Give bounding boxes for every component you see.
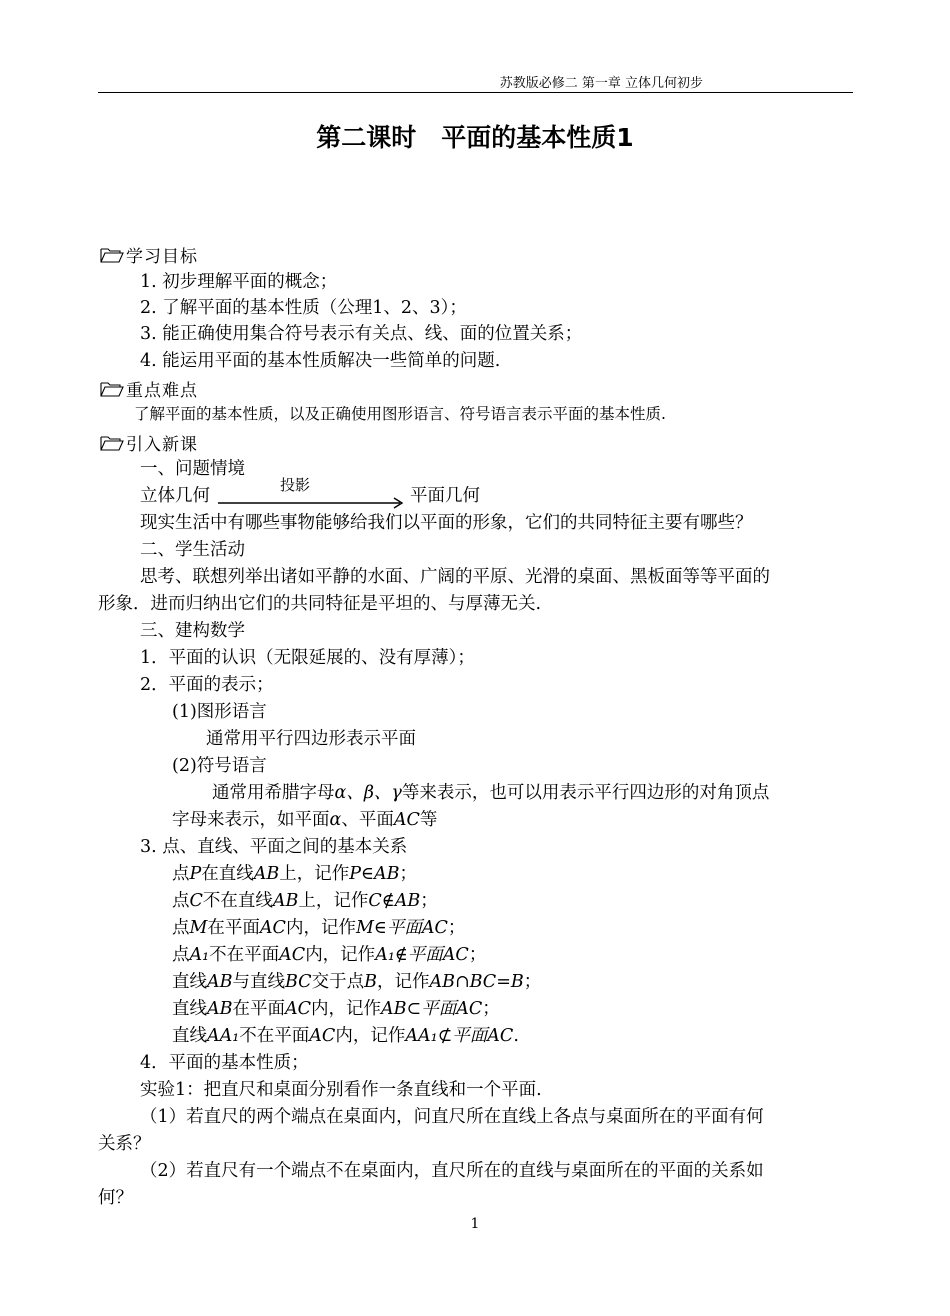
- relation-6: 直线AB在平面AC内，记作AB⊂平面AC；: [172, 999, 500, 1019]
- heading-problem: 一、问题情境: [140, 459, 245, 479]
- section-goals: [100, 242, 198, 267]
- item-3: 3. 点、直线、平面之间的基本关系: [140, 837, 408, 857]
- page-number: 1: [470, 1216, 480, 1232]
- experiment-text: 实验1：把直尺和桌面分别看作一条直线和一个平面.: [140, 1080, 542, 1100]
- section-key-label: 重点难点: [126, 381, 198, 401]
- solid-geometry-label: 立体几何: [140, 486, 210, 506]
- page-title: 第二课时 平面的基本性质1: [316, 123, 634, 152]
- activity-text-2: 形象．进而归纳出它们的共同特征是平坦的、与厚薄无关.: [98, 594, 542, 614]
- folder-icon: [100, 434, 124, 452]
- relation-4: 点A₁不在平面AC内，记作A₁∉平面AC；: [172, 945, 487, 965]
- relation-2: 点C不在直线AB上，记作C∉AB；: [172, 891, 438, 911]
- running-header: [98, 70, 853, 93]
- key-text: 了解平面的基本性质，以及正确使用图形语言、符号语言表示平面的基本性质.: [134, 405, 666, 423]
- section-intro-label: 引入新课: [126, 435, 198, 455]
- heading-construct: 三、建构数学: [140, 621, 245, 641]
- header-text: 苏教版必修二 第一章 立体几何初步: [499, 76, 703, 91]
- relation-5: 直线AB与直线BC交于点B，记作AB∩BC=B；: [172, 972, 542, 992]
- section-goals-label: 学习目标: [126, 247, 198, 267]
- projection-label: 投影: [280, 476, 311, 494]
- relation-1: 点P在直线AB上，记作P∈AB；: [172, 864, 418, 884]
- goal-2: 2. 了解平面的基本性质（公理1、2、3）；: [140, 298, 467, 318]
- item-2b-text-1: 通常用希腊字母α、β、γ等来表示，也可以用表示平行四边形的对角顶点: [212, 783, 770, 803]
- activity-text-1: 思考、联想列举出诸如平静的水面、广阔的平原、光滑的桌面、黑板面等等平面的: [140, 567, 770, 587]
- item-4: 4．平面的基本性质；: [140, 1053, 309, 1073]
- item-2: 2．平面的表示；: [140, 675, 274, 695]
- item-2b: (2)符号语言: [172, 756, 267, 776]
- question-1b: 关系？: [98, 1134, 151, 1154]
- question-1a: （1）若直尺的两个端点在桌面内，问直尺所在直线上各点与桌面所在的平面有何: [140, 1107, 764, 1127]
- arrow-line: [218, 496, 408, 510]
- section-intro: [100, 430, 198, 455]
- goal-1: 1. 初步理解平面的概念；: [140, 272, 338, 292]
- goal-3: 3. 能正确使用集合符号表示有关点、线、面的位置关系；: [140, 324, 583, 344]
- question-2b: 何？: [98, 1188, 133, 1208]
- projection-arrow: [218, 474, 408, 514]
- item-2b-text-2: 字母来表示，如平面α、平面AC等: [172, 810, 438, 830]
- relation-7: 直线AA₁不在平面AC内，记作AA₁⊄平面AC.: [172, 1026, 519, 1046]
- heading-activity: 二、学生活动: [140, 540, 245, 560]
- item-1: 1．平面的认识（无限延展的、没有厚薄）；: [140, 648, 475, 668]
- goal-4: 4. 能运用平面的基本性质解决一些简单的问题.: [140, 351, 501, 371]
- section-key: [100, 376, 198, 401]
- question-text: 现实生活中有哪些事物能够给我们以平面的形象，它们的共同特征主要有哪些？: [140, 513, 753, 533]
- plane-geometry-label: 平面几何: [410, 486, 480, 506]
- item-2a: (1)图形语言: [172, 702, 267, 722]
- folder-icon: [100, 246, 124, 264]
- relation-3: 点M在平面AC内，记作M∈平面AC；: [172, 918, 466, 938]
- question-2a: （2）若直尺有一个端点不在桌面内，直尺所在的直线与桌面所在的平面的关系如: [140, 1161, 764, 1181]
- folder-icon: [100, 380, 124, 398]
- item-2a-text: 通常用平行四边形表示平面: [206, 729, 416, 749]
